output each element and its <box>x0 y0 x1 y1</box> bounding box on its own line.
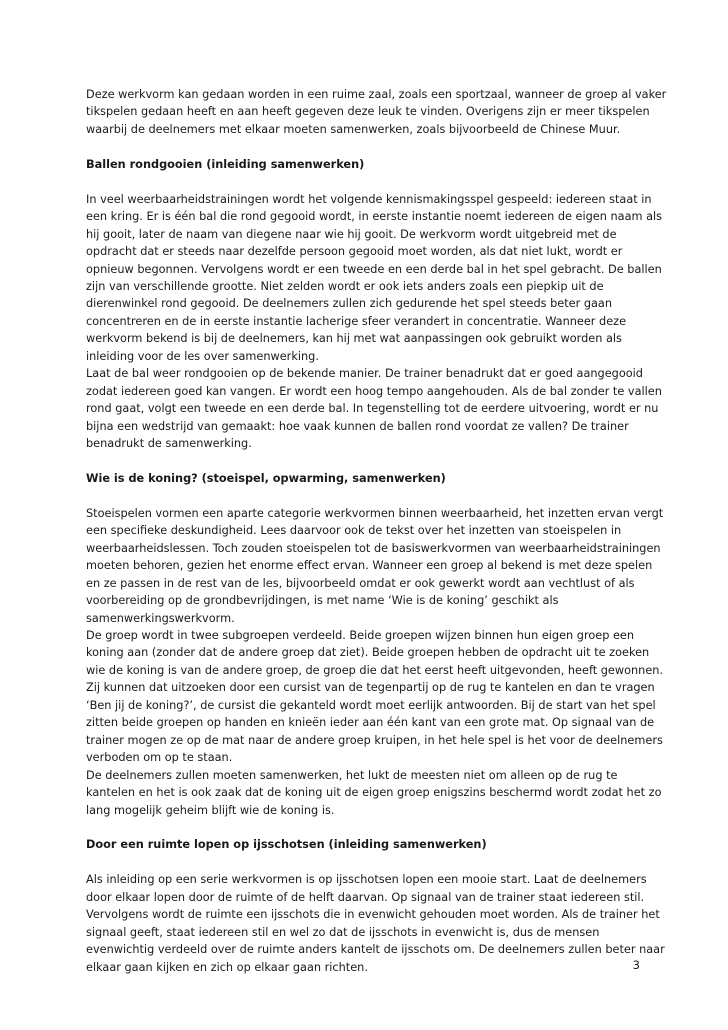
text-line: Laat de bal weer rondgooien op de bekende manier. De trainer benadrukt dat er goed aangegooid <box>86 367 643 381</box>
text-line: verboden om op te staan. <box>86 751 233 765</box>
text-line: dierenwinkel rond gegooid. De deelnemers zullen zich gedurende het spel steeds beter gaan <box>86 297 613 311</box>
text-line: bijna een wedstrijd van gemaakt: hoe vaak kunnen de ballen rond voordat ze vallen? De trainer <box>86 419 629 433</box>
text-line: wie de koning is van de andere groep, de groep die dat het eerst heeft uitgevonden, heeft gewonnen. <box>86 663 664 677</box>
text-line: tikspelen gedaan heeft en aan heeft gegeven deze leuk te vinden. Overigens zijn er meer tikspelen <box>86 105 650 119</box>
text-line: koning aan (zonder dat de andere groep dat ziet). Beide groepen hebben de opdracht uit te zoeken <box>86 646 650 660</box>
text-line: hij gooit, later de naam van diegene naar wie hij gooit. De werkvorm wordt uitgebreid met de <box>86 227 617 241</box>
text-line: De groep wordt in twee subgroepen verdeeld. Beide groepen wijzen binnen hun eigen groep een <box>86 628 635 642</box>
section-paragraph <box>86 191 663 453</box>
text-line: evenwichtig verdeeld over de ruimte anders kantelt de ijsschots om. De deelnemers zullen beter naar <box>86 943 665 957</box>
text-line: rond gaat, volgt een tweede en een derde bal. In tegenstelling tot de eerdere uitvoering, wordt er nu <box>86 402 659 416</box>
text-line: elkaar gaan kijken en zich op elkaar gaan richten. <box>86 960 368 974</box>
text-line: zodat iedereen goed kan vangen. Er wordt een hoog tempo aangehouden. Als de bal zonder te vallen <box>86 384 662 398</box>
sections <box>86 138 665 976</box>
text-line: signaal geeft, staat iedereen stil en wel zo dat de ijsschots in evenwicht is, dus de mensen <box>86 925 600 939</box>
section-paragraph <box>86 871 665 976</box>
text-line: Zij kunnen dat uitzoeken door een cursist van de tegenpartij op de rug te kantelen en dan te vragen <box>86 681 655 695</box>
text-line: moeten behoren, gezien het enorme effect ervan. Wanneer een groep al bekend is met deze spelen <box>86 559 653 573</box>
section-heading: Door een ruimte lopen op ijsschotsen (inleiding samenwerken) <box>86 838 487 852</box>
text-line: en ze passen in de rest van de les, bijvoorbeeld omdat er ook gewerkt wordt aan vechtlust of als <box>86 576 635 590</box>
text-line: concentreren en de in eerste instantie lacherige sfeer verandert in concentratie. Wanneer deze <box>86 314 627 328</box>
text-line: opdracht dat er steeds naar dezelfde persoon gegooid moet worden, als dat niet lukt, wordt er <box>86 245 623 259</box>
page-number: 3 <box>632 958 640 972</box>
text-line: door elkaar lopen door de ruimte of de helft daarvan. Op signaal van de trainer staat iedereen stil. <box>86 890 645 904</box>
text-line: De deelnemers zullen moeten samenwerken, het lukt de meesten niet om alleen op de rug te <box>86 768 618 782</box>
section-paragraph <box>86 505 664 819</box>
text-line: werkvorm bekend is bij de deelnemers, kan hij met wat aanpassingen ook gebruikt worden als <box>86 332 622 346</box>
text-line: zijn van verschillende grootte. Niet zelden wordt er ook iets anders zoals een piepkip uit de <box>86 279 604 293</box>
text-line: lang mogelijk geheim blijft wie de koning is. <box>86 803 335 817</box>
section-heading: Ballen rondgooien (inleiding samenwerken) <box>86 157 365 171</box>
text-line: opnieuw begonnen. Vervolgens wordt er een tweede en een derde bal in het spel gebracht. De ballen <box>86 262 662 276</box>
text-line: voorbereiding op de grondbevrijdingen, is met name ‘Wie is de koning’ geschikt als <box>86 594 559 608</box>
text-line: een specifieke deskundigheid. Lees daarvoor ook de tekst over het inzetten van stoeispelen in <box>86 524 622 538</box>
text-line: Vervolgens wordt de ruimte een ijsschots die in evenwicht gehouden moet worden. Als de trainer het <box>86 908 660 922</box>
text-line: waarbij de deelnemers met elkaar moeten samenwerken, zoals bijvoorbeeld de Chinese Muur. <box>86 122 621 136</box>
document-page <box>86 86 667 976</box>
text-line: samenwerkingswerkvorm. <box>86 611 235 625</box>
text-line: ‘Ben jij de koning?’, de cursist die gekanteld wordt moet eerlijk antwoorden. Bij de start van het spel <box>86 698 656 712</box>
text-line: In veel weerbaarheidstrainingen wordt het volgende kennismakingsspel gespeeld: iedereen staat in <box>86 192 652 206</box>
text-line: een kring. Er is één bal die rond gegooid wordt, in eerste instantie noemt iedereen de eigen naam als <box>86 210 663 224</box>
text-line: weerbaarheidslessen. Toch zouden stoeispelen tot de basiswerkvormen van weerbaarheidstrainingen <box>86 541 661 555</box>
text-line: Stoeispelen vormen een aparte categorie werkvormen binnen weerbaarheid, het inzetten ervan vergt <box>86 506 664 520</box>
text-line: Deze werkvorm kan gedaan worden in een ruime zaal, zoals een sportzaal, wanneer de groep al vaker <box>86 88 667 101</box>
text-line: kantelen en het is ook zaak dat de koning uit de eigen groep enigszins beschermd wordt zodat het zo <box>86 786 662 800</box>
text-line: inleiding voor de les over samenwerking. <box>86 349 319 363</box>
text-line: trainer mogen ze op de mat naar de andere groep kruipen, in het hele spel is het voor de deelnemers <box>86 733 663 747</box>
text-line: benadrukt de samenwerking. <box>86 437 252 451</box>
section-heading: Wie is de koning? (stoeispel, opwarming, samenwerken) <box>86 471 446 485</box>
intro-paragraph <box>86 86 667 138</box>
text-line: zitten beide groepen op handen en knieën ieder aan één kant van een grote mat. Op signaal van de <box>86 716 655 730</box>
text-line: Als inleiding op een serie werkvormen is op ijsschotsen lopen een mooie start. Laat de deelnemers <box>86 873 647 887</box>
